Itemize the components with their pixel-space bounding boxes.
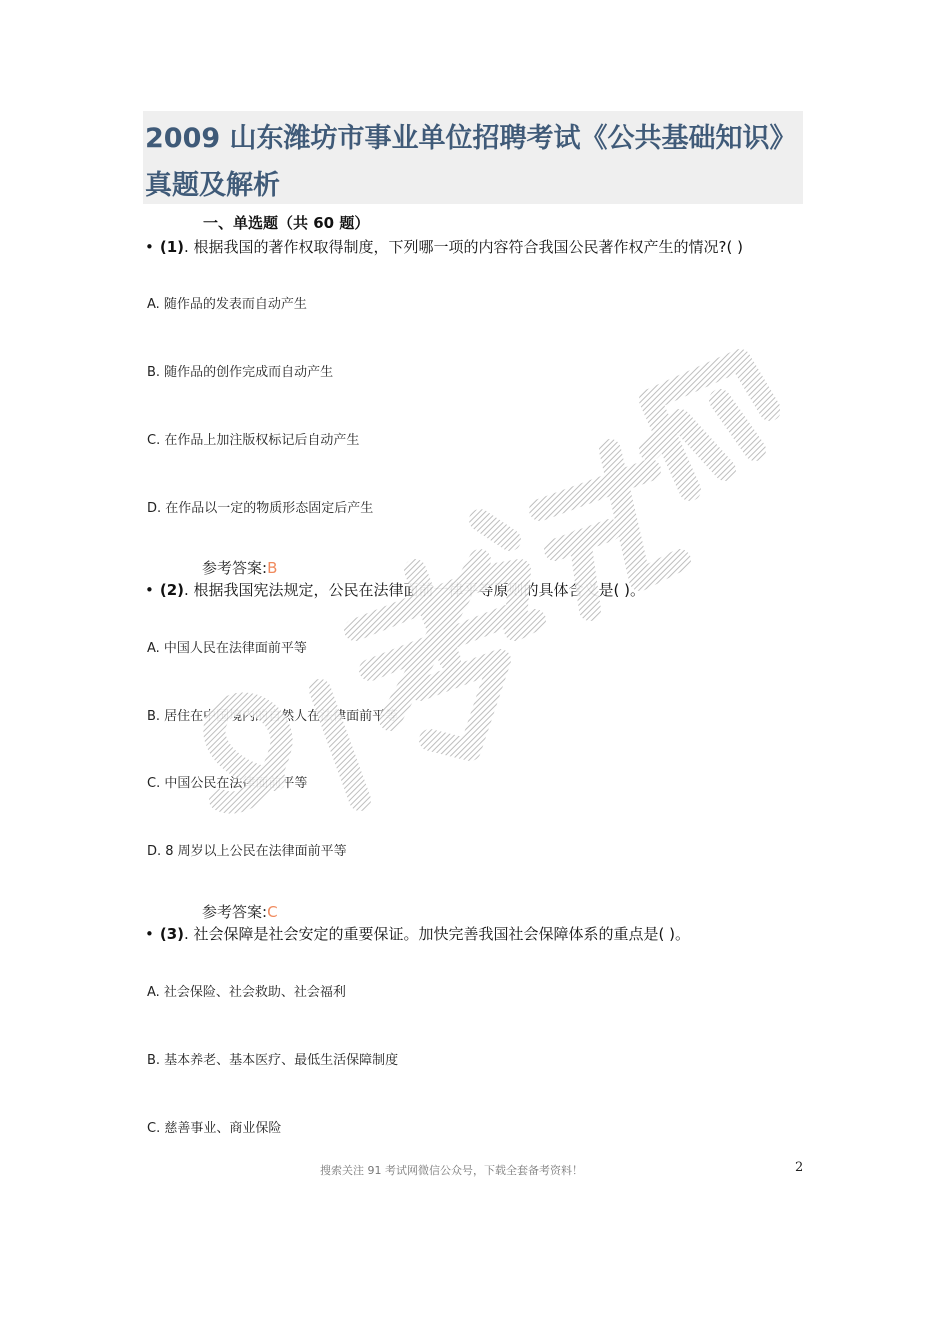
question-number: (3) (159, 925, 185, 943)
answer-1 (202, 557, 277, 578)
question-2 (145, 579, 645, 600)
question-number: (1) (159, 238, 185, 256)
option-d: D. 8 周岁以上公民在法律面前平等 (147, 844, 347, 859)
option-a: A. 随作品的发表而自动产生 (147, 297, 307, 312)
document-title: 2009 山东潍坊市事业单位招聘考试《公共基础知识》真题及解析 (145, 123, 797, 201)
option-b: B. 随作品的创作完成而自动产生 (147, 365, 334, 380)
option-d: D. 在作品以一定的物质形态固定后产生 (147, 501, 374, 516)
question-3 (145, 923, 690, 944)
option-c: C. 在作品上加注版权标记后自动产生 (147, 433, 360, 448)
option-b: B. 基本养老、基本医疗、最低生活保障制度 (147, 1053, 399, 1068)
option-c: C. 中国公民在法律面前平等 (147, 776, 308, 791)
question-number: (2) (159, 581, 185, 599)
question-text: . 社会保障是社会安定的重要保证。加快完善我国社会保障体系的重点是( )。 (184, 925, 691, 943)
answer-label: 参考答案: (202, 903, 268, 921)
page-number: 2 (795, 1160, 804, 1175)
option-a: A. 中国人民在法律面前平等 (147, 641, 307, 656)
question-1 (145, 236, 743, 257)
bullet-icon: • (145, 581, 154, 599)
bullet-icon: • (145, 925, 154, 943)
option-a: A. 社会保险、社会救助、社会福利 (147, 985, 346, 1000)
footer-note: 搜索关注 91 考试网微信公众号，下载全套备考资料！ (320, 1164, 583, 1177)
section-heading: 一、单选题（共 60 题） (203, 214, 370, 232)
question-text: . 根据我国宪法规定，公民在法律面前一律平等原则的具体含义是( )。 (184, 581, 646, 599)
answer-label: 参考答案: (202, 559, 268, 577)
question-text: . 根据我国的著作权取得制度，下列哪一项的内容符合我国公民著作权产生的情况?( ) (184, 238, 743, 256)
answer-letter: B (267, 559, 278, 577)
answer-2 (202, 901, 278, 922)
option-b: B. 居住在中国境内的自然人在法律面前平等 (147, 709, 399, 724)
option-c: C. 慈善事业、商业保险 (147, 1121, 282, 1136)
bullet-icon: • (145, 238, 154, 256)
answer-letter: C (267, 903, 278, 921)
